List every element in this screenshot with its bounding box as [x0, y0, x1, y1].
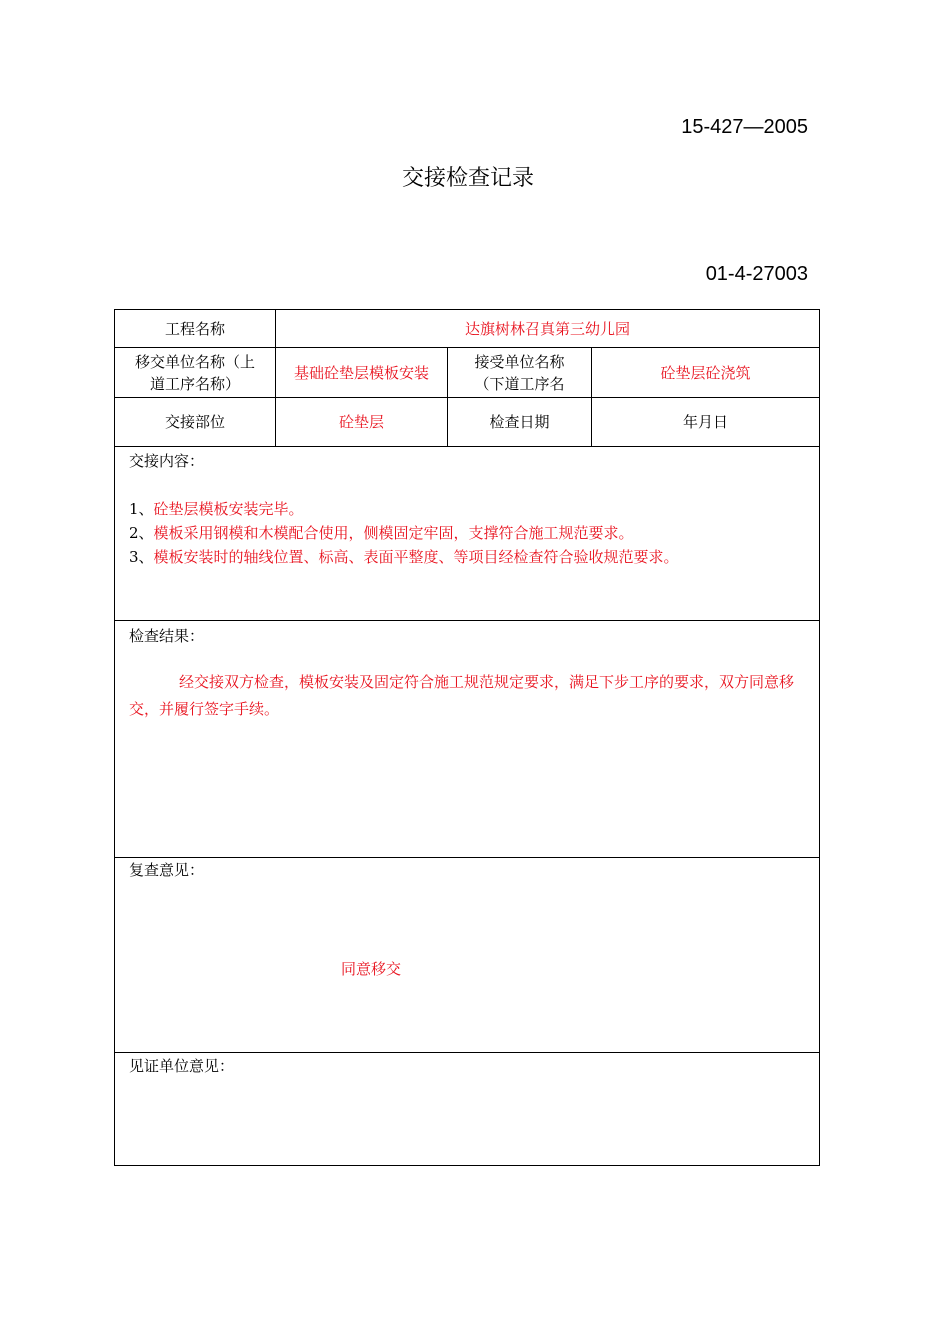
content-item-text: 砼垫层模板安装完毕。: [153, 500, 304, 518]
content-item: [129, 498, 304, 520]
handover-unit-value: 基础砼垫层模板安装: [275, 348, 447, 397]
inspection-result-text: 经交接双方检查，模板安装及固定符合施工规范规定要求，满足下步工序的要求，双方同意移交，并履行签字手续。: [129, 673, 795, 718]
handover-content-block: [115, 447, 819, 621]
handover-unit-label-line1: 移交单位名称（上: [134, 352, 255, 371]
receiving-unit-label-line2: （下道工序名: [474, 374, 565, 393]
content-item: [129, 522, 634, 544]
inspection-date-label: 检查日期: [447, 398, 591, 446]
project-name-label: 工程名称: [164, 319, 225, 338]
inspection-form: [114, 309, 820, 1166]
review-opinion-block: [115, 858, 819, 1053]
inspection-date-value: 年月日: [591, 398, 819, 446]
standard-code: 15-427—2005: [681, 116, 808, 138]
review-opinion-text: 同意移交: [341, 960, 402, 978]
handover-part-value: 砼垫层: [275, 398, 447, 446]
witness-opinion-block: [115, 1053, 819, 1165]
receiving-unit-value: 砼垫层砼浇筑: [591, 348, 819, 397]
inspection-result-block: [115, 621, 819, 858]
content-item-text: 模板安装时的轴线位置、标高、表面平整度、等项目经检查符合验收规范要求。: [153, 548, 679, 566]
receiving-unit-label-line1: 接受单位名称: [474, 352, 565, 371]
review-opinion-label: 复查意见：: [129, 861, 205, 879]
handover-unit-label-line2: 道工序名称）: [149, 374, 240, 393]
units-row: [115, 348, 819, 398]
form-code: 01-4-27003: [705, 263, 808, 285]
content-item-number: 2、: [129, 524, 154, 542]
content-item-number: 3、: [129, 548, 154, 566]
receiving-unit-label: [447, 348, 591, 397]
content-item: [129, 546, 679, 568]
content-item-text: 模板采用钢模和木模配合使用，侧模固定牢固，支撑符合施工规范要求。: [153, 524, 634, 542]
handover-part-label: 交接部位: [164, 413, 225, 431]
part-date-row: [115, 398, 819, 447]
page-title: 交接检查记录: [401, 166, 534, 191]
handover-unit-label: [115, 348, 275, 397]
handover-content-label: 交接内容：: [129, 452, 205, 470]
project-name-row: [115, 310, 819, 348]
content-item-number: 1、: [129, 500, 154, 518]
witness-opinion-label: 见证单位意见：: [129, 1057, 235, 1075]
inspection-result-label: 检查结果：: [129, 627, 205, 645]
project-name-value: 达旗树林召真第三幼儿园: [275, 310, 819, 347]
